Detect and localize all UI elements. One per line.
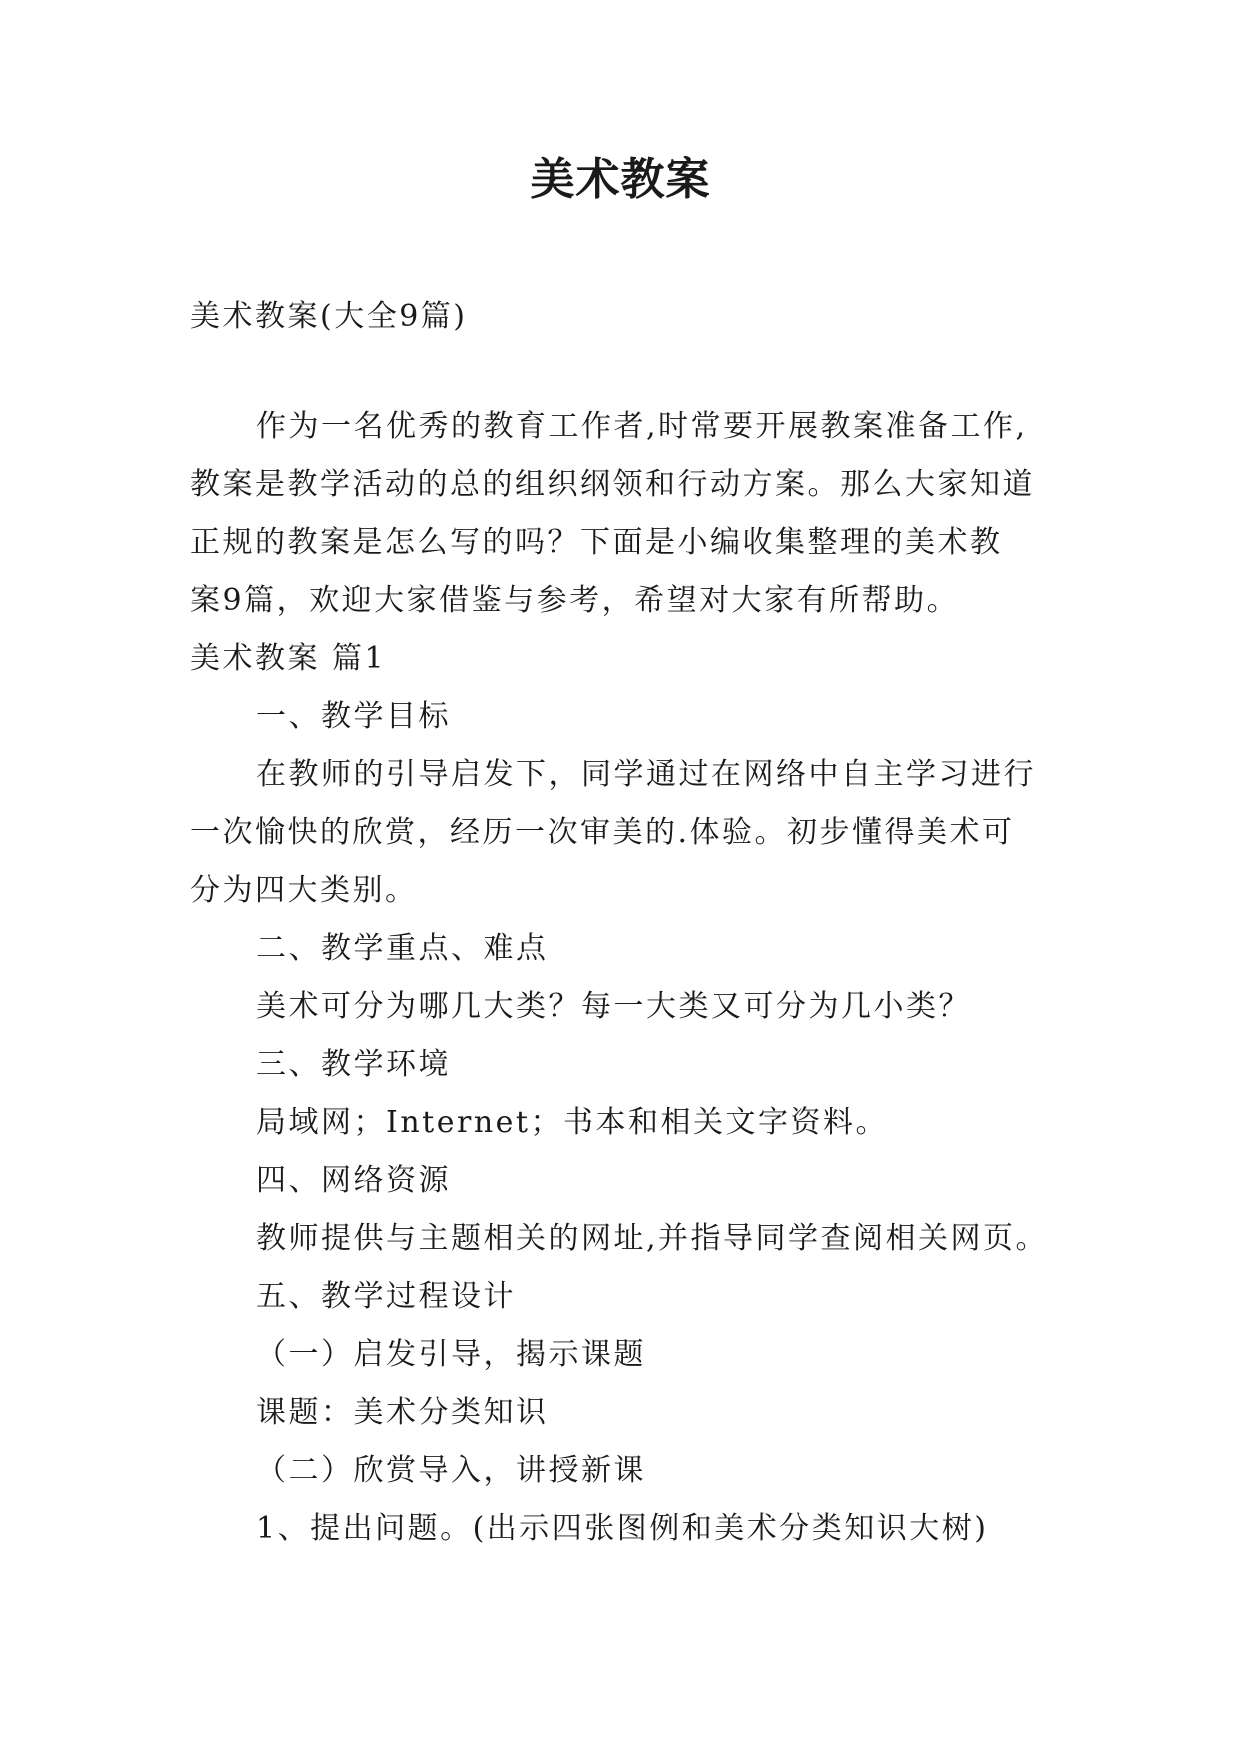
body-line: 教师提供与主题相关的网址,并指导同学查阅相关网页。 (256, 1221, 1049, 1256)
body-line: 五、教学过程设计 (256, 1279, 516, 1314)
intro-line-2: 教案是教学活动的总的组织纲领和行动方案。那么大家知道 (190, 467, 1035, 502)
body-line: 分为四大类别。 (190, 873, 418, 908)
document-subtitle: 美术教案(大全9篇) (190, 299, 468, 334)
body-line: 局域网；Internet；书本和相关文字资料。 (256, 1105, 888, 1140)
section-heading: 美术教案 篇1 (190, 641, 387, 676)
body-line: 1、提出问题。(出示四张图例和美术分类知识大树) (256, 1511, 989, 1546)
body-line: 美术可分为哪几大类？每一大类又可分为几小类？ (256, 989, 971, 1024)
body-line: 四、网络资源 (256, 1163, 451, 1198)
intro-line-3: 正规的教案是怎么写的吗？下面是小编收集整理的美术教 (190, 525, 1003, 560)
intro-line-1: 作为一名优秀的教育工作者,时常要开展教案准备工作, (256, 409, 1028, 444)
body-line: （二）欣赏导入，讲授新课 (256, 1453, 646, 1488)
body-line: （一）启发引导，揭示课题 (256, 1337, 646, 1372)
intro-line-4: 案9篇，欢迎大家借鉴与参考，希望对大家有所帮助。 (190, 583, 960, 618)
body-line: 课题：美术分类知识 (256, 1395, 549, 1430)
document-title: 美术教案 (530, 154, 711, 205)
body-line: 三、教学环境 (256, 1047, 451, 1082)
body-line: 在教师的引导启发下，同学通过在网络中自主学习进行 (256, 757, 1036, 792)
body-line: 一次愉快的欣赏，经历一次审美的.体验。初步懂得美术可 (190, 815, 1015, 850)
body-line: 二、教学重点、难点 (256, 931, 549, 966)
body-line: 一、教学目标 (256, 699, 451, 734)
